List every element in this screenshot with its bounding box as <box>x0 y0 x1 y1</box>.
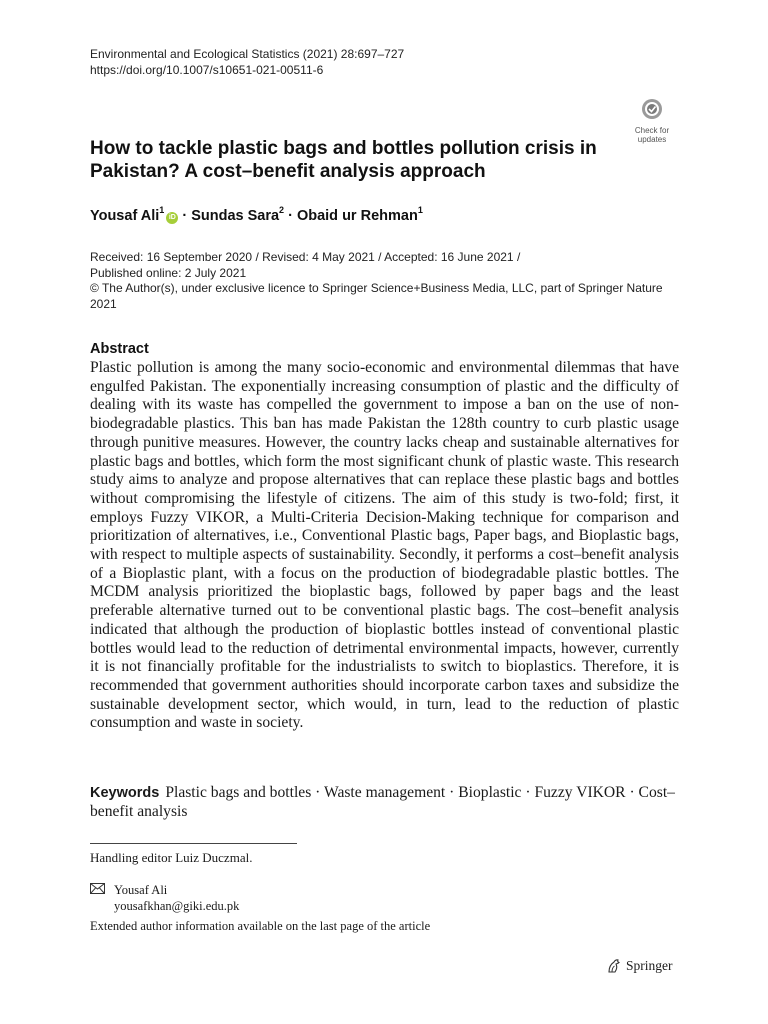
author-name[interactable]: Sundas Sara <box>191 207 280 224</box>
check-for-updates-badge[interactable] <box>626 98 678 144</box>
copyright-line: 2021 <box>90 296 117 311</box>
author-name[interactable]: Obaid ur Rehman <box>296 207 418 224</box>
publisher-logo <box>606 958 673 974</box>
dates-line: Published online: 2 July 2021 <box>90 265 247 280</box>
author-affiliation: 2 <box>279 205 285 215</box>
keywords-label: Keywords <box>90 785 160 801</box>
author-separator: · <box>284 207 297 224</box>
copyright-line: © The Author(s), under exclusive licence to Springer Science+Business Media, LLC, part of Springer Nature <box>90 281 663 295</box>
keywords <box>90 784 679 821</box>
abstract-text: Plastic pollution is among the many socio-economic and environmental dilemmas that have engulfed Pakistan. The exponentially increasing consumption of plastic and the difficulty of dealing with its waste has compelled the government to impose a ban on the use of non-biodegradable plastics. This ban has made Pakistan the 128th country to curb plastic usage through punitive measures. However, the country lacks cheap and sustainable alternatives for plastic bags and bottles, which form the most significant chunk of plastic waste. This research study aims to analyze and propose alternatives that can replace these plastic bags and bottles without compromising the lifestyle of citizens. The aim of this study is two-fold; first, it employs Fuzzy VIKOR, a Multi-Criteria Decision-Making technique for comparison and prioritization of alternatives, i.e., Conventional Plastic bags, Paper bags, and Bioplastic bags, with respect to multiple aspects of sustainability. Secondly, it performs a cost–benefit analysis of a Bioplastic plant, with a focus on the production of biodegradable plastic bottles. The MCDM analysis prioritized the bioplastic bags, followed by paper bags and the least preferable alternative turned out to be conventional plastic bags. The cost–benefit analysis indicated that although the production of bioplastic bottles instead of conventional plastic bottles would lead to the reduction of detrimental environmental impacts, however, currently it is not financially profitable for the industrialists to switch to bioplastics. Therefore, it is recommended that government authorities should incorporate carbon taxes and subsidize the sustainable development sector, which would, in turn, lead to the reduction of plastic consumption and waste in society. <box>90 359 679 732</box>
journal-header <box>90 46 404 78</box>
journal-citation: Environmental and Ecological Statistics (2021) 28:697–727 <box>90 47 405 61</box>
dates-line: Received: 16 September 2020 / Revised: 4 May 2021 / Accepted: 16 June 2021 / <box>90 250 521 264</box>
publisher-name: Springer <box>626 958 673 973</box>
orcid-icon[interactable]: iD <box>166 212 178 224</box>
contact-name: Yousaf Ali <box>114 883 168 897</box>
article-title: How to tackle plastic bags and bottles pollution crisis in Pakistan? A cost–benefit analysis approach <box>90 138 597 182</box>
author-separator: · <box>178 207 192 224</box>
footnote-divider <box>90 843 297 844</box>
author-list <box>90 206 423 224</box>
badge-line1: Check for <box>634 126 670 135</box>
check-for-updates-icon <box>641 98 663 120</box>
badge-line2: updates <box>637 135 667 144</box>
contact-email[interactable]: yousafkhan@giki.edu.pk <box>114 899 240 913</box>
handling-editor-note: Handling editor Luiz Duczmal. <box>90 850 253 865</box>
publication-dates <box>90 250 663 312</box>
keywords-text: Plastic bags and bottles · Waste management · Bioplastic · Fuzzy VIKOR · Cost–benefit analysis <box>90 784 675 820</box>
author-affiliation: 1 <box>417 205 423 215</box>
author-name[interactable]: Yousaf Ali <box>90 207 160 224</box>
extended-author-info: Extended author information available on the last page of the article <box>90 919 431 933</box>
springer-horse-icon <box>606 958 622 974</box>
author-affiliation: 1 <box>159 205 165 215</box>
abstract-heading: Abstract <box>90 341 149 357</box>
doi-link[interactable]: https://doi.org/10.1007/s10651-021-00511-6 <box>90 63 324 77</box>
envelope-icon <box>90 883 105 894</box>
